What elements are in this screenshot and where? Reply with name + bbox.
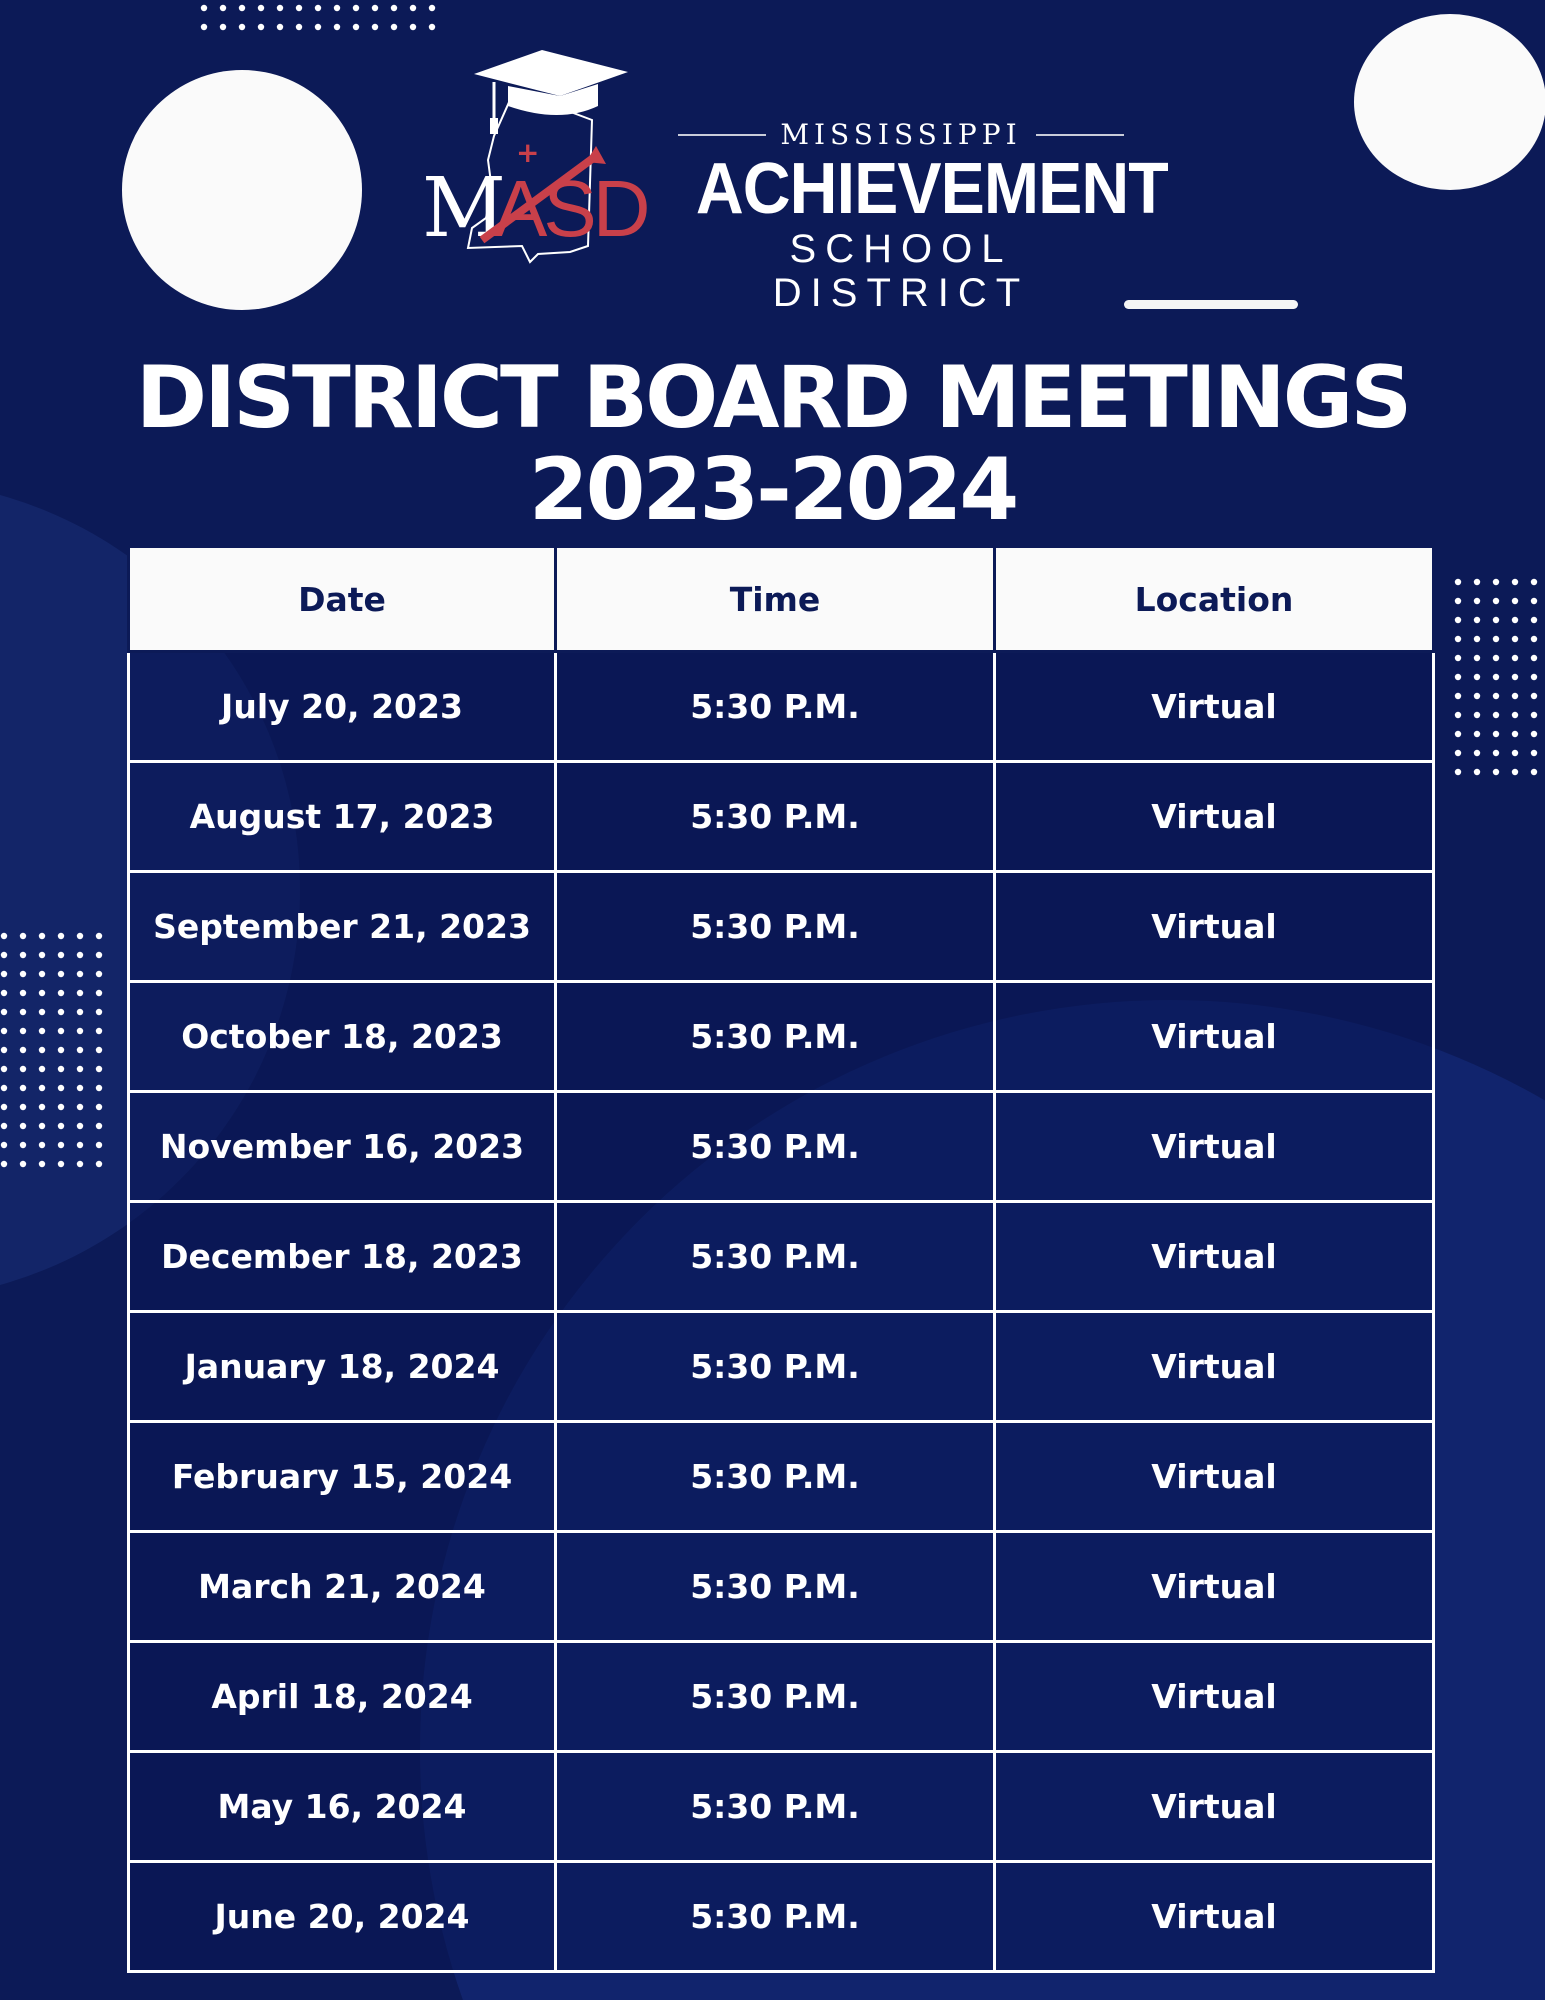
cell-date: August 17, 2023 bbox=[129, 762, 556, 872]
table-header-row bbox=[129, 548, 1434, 652]
graduation-cap-icon bbox=[474, 50, 628, 134]
cell-location: Virtual bbox=[995, 1422, 1434, 1532]
cell-date: March 21, 2024 bbox=[129, 1532, 556, 1642]
header-location: Location bbox=[995, 548, 1434, 652]
table-row bbox=[129, 762, 1434, 872]
cell-time: 5:30 P.M. bbox=[556, 982, 995, 1092]
dot-pattern-left bbox=[0, 932, 104, 1194]
cell-date: July 20, 2023 bbox=[129, 652, 556, 762]
cell-location: Virtual bbox=[995, 1532, 1434, 1642]
table-row bbox=[129, 982, 1434, 1092]
cell-time: 5:30 P.M. bbox=[556, 872, 995, 982]
wordmark-line1: MISSISSIPPI bbox=[678, 118, 1124, 151]
cell-time: 5:30 P.M. bbox=[556, 1532, 995, 1642]
logo-wordmark bbox=[678, 118, 1168, 315]
table-row bbox=[129, 1862, 1434, 1972]
cell-date: June 20, 2024 bbox=[129, 1862, 556, 1972]
cell-location: Virtual bbox=[995, 652, 1434, 762]
wordmark-line3: SCHOOL DISTRICT bbox=[772, 227, 1030, 315]
cell-time: 5:30 P.M. bbox=[556, 1202, 995, 1312]
cell-date: May 16, 2024 bbox=[129, 1752, 556, 1862]
cell-date: October 18, 2023 bbox=[129, 982, 556, 1092]
decorative-circle-left bbox=[122, 70, 362, 310]
cell-location: Virtual bbox=[995, 872, 1434, 982]
decorative-circle-right bbox=[1354, 14, 1545, 190]
header-date: Date bbox=[129, 548, 556, 652]
cell-location: Virtual bbox=[995, 1862, 1434, 1972]
cell-time: 5:30 P.M. bbox=[556, 1312, 995, 1422]
cell-date: February 15, 2024 bbox=[129, 1422, 556, 1532]
title-line2: 2023-2024 bbox=[528, 440, 1017, 540]
table-row bbox=[129, 1312, 1434, 1422]
table-row bbox=[129, 1752, 1434, 1862]
table-row bbox=[129, 1202, 1434, 1312]
cell-time: 5:30 P.M. bbox=[556, 1422, 995, 1532]
dot-pattern-top bbox=[200, 4, 460, 34]
table-row bbox=[129, 872, 1434, 982]
logo-mark-asd: ASD bbox=[494, 164, 647, 253]
page-title bbox=[0, 348, 1545, 540]
cell-time: 5:30 P.M. bbox=[556, 762, 995, 872]
cell-time: 5:30 P.M. bbox=[556, 1862, 995, 1972]
cell-time: 5:30 P.M. bbox=[556, 1642, 995, 1752]
plus-icon: + bbox=[516, 136, 540, 169]
cell-location: Virtual bbox=[995, 982, 1434, 1092]
cell-date: January 18, 2024 bbox=[129, 1312, 556, 1422]
cell-location: Virtual bbox=[995, 762, 1434, 872]
table-row bbox=[129, 652, 1434, 762]
meetings-table bbox=[127, 548, 1435, 1973]
cell-location: Virtual bbox=[995, 1642, 1434, 1752]
logo-mark-m: M bbox=[422, 161, 502, 256]
title-line1: DISTRICT BOARD MEETINGS bbox=[135, 348, 1410, 448]
cell-location: Virtual bbox=[995, 1202, 1434, 1312]
cell-location: Virtual bbox=[995, 1752, 1434, 1862]
decorative-dash bbox=[1124, 300, 1298, 309]
table-row bbox=[129, 1642, 1434, 1752]
wordmark-line2: ACHIEVEMENT bbox=[695, 149, 1168, 229]
table-row bbox=[129, 1092, 1434, 1202]
table-row bbox=[129, 1422, 1434, 1532]
cell-time: 5:30 P.M. bbox=[556, 652, 995, 762]
cell-date: September 21, 2023 bbox=[129, 872, 556, 982]
cell-time: 5:30 P.M. bbox=[556, 1092, 995, 1202]
cell-location: Virtual bbox=[995, 1312, 1434, 1422]
cell-date: April 18, 2024 bbox=[129, 1642, 556, 1752]
cell-date: December 18, 2023 bbox=[129, 1202, 556, 1312]
header-time: Time bbox=[556, 548, 995, 652]
cell-location: Virtual bbox=[995, 1092, 1434, 1202]
cell-date: November 16, 2023 bbox=[129, 1092, 556, 1202]
cell-time: 5:30 P.M. bbox=[556, 1752, 995, 1862]
dot-pattern-right bbox=[1454, 578, 1544, 834]
table-row bbox=[129, 1532, 1434, 1642]
